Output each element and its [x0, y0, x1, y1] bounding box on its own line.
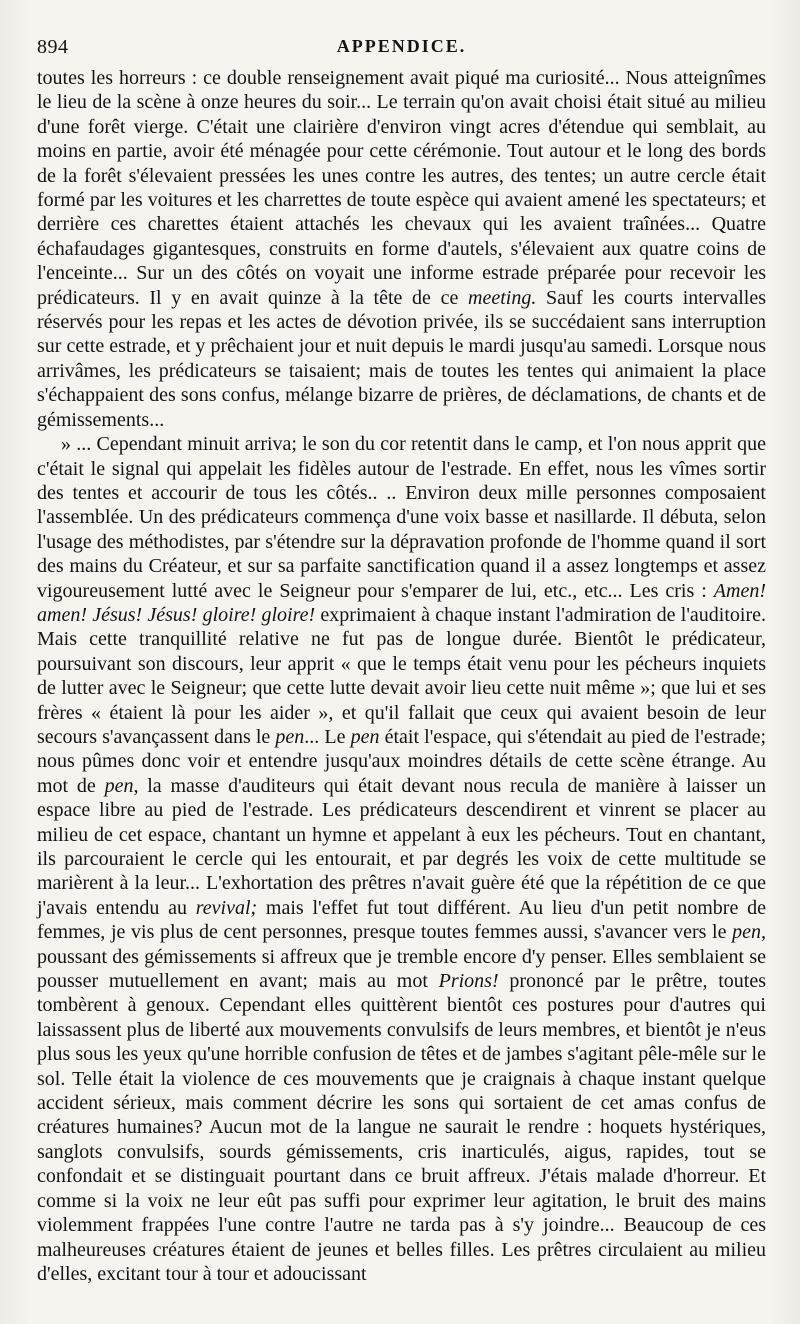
italic-text: pen — [350, 725, 380, 748]
body-text — [37, 66, 766, 1286]
text-run: la masse d'auditeurs qui était devant nous recula de manière à laisser un espace libre au pied de l'estrade. Les prédicateurs descendirent et vinrent se placer au milieu de cet espace, chantant un hymne et appelant à eux les pécheurs. Tout en chantant, ils parcouraient le cercle qui les entourait, et par degrés les voix de cette multitude se marièrent à la leur... L'exhortation des prêtres n'avait guère été que la répétition de ce que j'avais entendu au — [37, 774, 766, 919]
italic-text: pen, — [732, 921, 766, 944]
text-run: exprimaient à chaque instant l'admiration de l'auditoire. Mais cette tranquillité relative ne fut pas de longue durée. Bientôt le prédicateur, poursuivant son discours, leur apprit « que le temps était venu pour les pécheurs inquiets de lutter avec le Seigneur; que cette lutte devait avoir lieu cette nuit même »; que lui et ses frères « étaient là pour les aider », et qu'il fallait que ceux qui avaient besoin de leur secours s'avançassent dans le — [37, 603, 767, 748]
page-number: 894 — [37, 36, 69, 58]
text-run: prononcé par le prêtre, toutes tombèrent à genoux. Cependant elles quittèrent bientôt ces postures pour d'autres qui laissassent plus de liberté aux mouvements convulsifs de leurs membres, et bientôt je n'eus plus sous les yeux qu'une horrible confusion de têtes et de jambes s'agitant pêle-mêle sur le sol. Telle était la violence de ces mouvements que je craignais à chaque instant quelque accident sérieux, mais comment décrire les sons qui sortaient de cet amas confus de créatures humaines? Aucun mot de la langue ne saurait le rendre : hoquets hystériques, sanglots convulsifs, sourds gémissements, cris inarticulés, aigus, rapides, tout se confondait et se distinguait pourtant dans ce bruit affreux. J'étais malade d'horreur. Et comme si la voix ne leur eût pas suffi pour exprimer leur agitation, le bruit des mains violemment frappées l'une contre l'autre ne tarda pas à s'y joindre... Beaucoup de ces malheureuses créatures étaient de jeunes et belles filles. Les prêtres circulaient au milieu d'elles, excitant tour à tour et adoucissant — [37, 970, 766, 1285]
paragraph — [37, 432, 766, 1286]
text-run: toutes les horreurs : ce double renseignement avait piqué ma curiosité... Nous atteignîmes le lieu de la scène à onze heures du soir... Le terrain qu'on avait choisi était situé au milieu d'une forêt vierge. C'était une clairière d'environ vingt acres d'étendue qui semblait, au moins en partie, avoir été ménagée pour cette cérémonie. Tout autour et le long des bords de la forêt s'élevaient pressées les unes contre les autres, des tentes; un autre cercle était formé par les voitures et les charrettes de toute espèce qui avaient amené les spectateurs; et derrière ces charettes étaient attachés les chevaux qui les avaient traînées... Quatre échafaudages gigantesques, construits en forme d'autels, s'élevaient aux quatre coins de l'enceinte... Sur un des côtés on voyait une informe estrade préparée pour recevoir les prédicateurs. Il y en avait quinze à la tête de ce — [37, 67, 766, 309]
text-run: » ... Cependant minuit arriva; le son du cor retentit dans le camp, et l'on nous apprit que c'était le signal qui appelait les fidèles autour de l'estrade. En effet, nous les vîmes sortir des tentes et accourir de tous les côtés.. .. Environ deux mille personnes composaient l'assemblée. Un des prédicateurs commença d'une voix basse et nasillarde. Il débuta, selon l'usage des méthodistes, par s'étendre sur la dépravation profonde de l'homme quand il sort des mains du Créateur, et sur sa parfaite sanctification quand il a assez longtemps et assez vigoureusement lutté avec le Seigneur pour s'emparer de lui, etc., etc... Les cris : — [37, 433, 766, 602]
text-run: mais l'effet fut tout différent. Au lieu d'un petit nombre de femmes, je vis plus de cent personnes, presque toutes femmes aussi, s'avancer vers le — [37, 896, 766, 944]
page-header — [37, 36, 766, 66]
italic-text: meeting. — [468, 286, 537, 309]
paragraph — [37, 66, 766, 432]
italic-text: Amen! amen! Jésus! Jésus! gloire! gloire! — [37, 579, 766, 626]
text-run: était l'espace, qui s'étendait au pied de l'estrade; nous pûmes donc voir et entendre jusqu'aux moindres détails de cette scène étrange. Au mot de — [37, 725, 767, 797]
italic-text: Prions! — [438, 970, 499, 993]
text-run: ... Le — [304, 725, 351, 748]
italic-text: pen — [275, 725, 305, 748]
text-run: Sauf les courts intervalles réservés pour les repas et les actes de dévotion privée, ils se succédaient sans interruption sur cette estrade, et y prêchaient jour et nuit depuis le mardi jusqu'au samedi. Lorsque nous arrivâmes, les prédicateurs se taisaient; mais de toutes les tentes qui animaient la place s'échappaient des sons confus, mélange bizarre de prières, de déclamations, de chants et de gémissements... — [37, 286, 766, 431]
text-run: poussant des gémissements si affreux que je tremble encore d'y penser. Elles semblaient se pousser mutuellement en avant; mais au mot — [37, 945, 766, 993]
italic-text: revival; — [195, 896, 258, 919]
running-head: APPENDICE. — [336, 36, 467, 56]
italic-text: pen, — [104, 774, 139, 797]
